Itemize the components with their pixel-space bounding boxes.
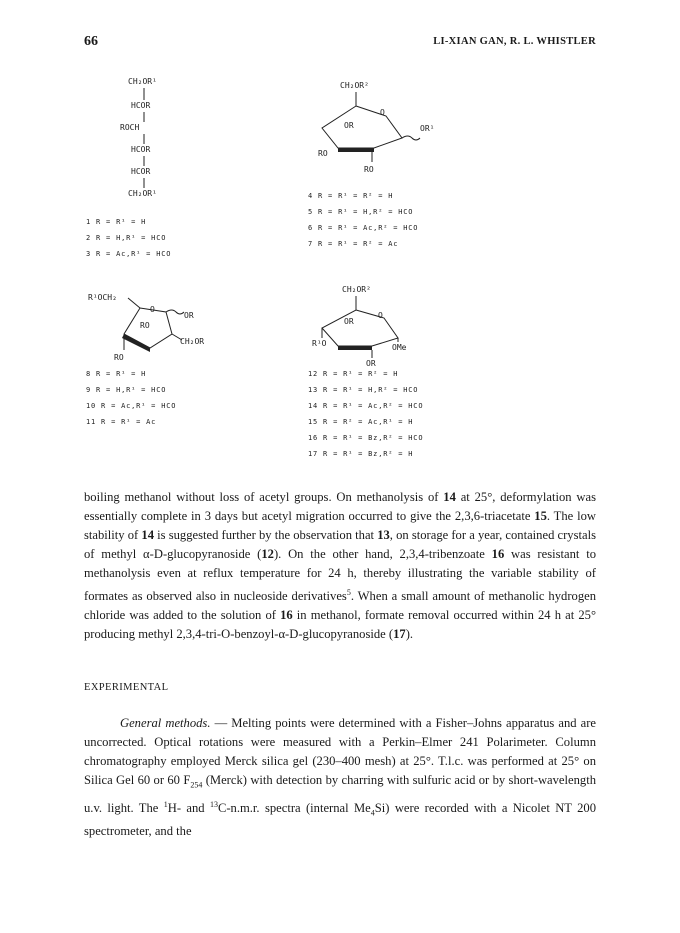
compound-ref: 14 <box>443 490 456 504</box>
text-run: (Merck) with detection by charring with sulfuric acid or by short-wavelength u.v. light. The <box>84 773 596 815</box>
text-run: at 25°, deformylation was essentially complete in 3 days but acetyl migration occurred to give the 2,3,6-triacetate <box>84 490 596 523</box>
page-number: 66 <box>84 34 98 49</box>
subscript: 4 <box>370 808 375 818</box>
atom-label: HCOR <box>131 145 151 154</box>
compound-ref: 12 <box>261 547 274 561</box>
compound-ref: 15 <box>534 509 547 523</box>
atom-label: OR <box>344 121 354 130</box>
text-run: . The low stability of <box>84 509 596 542</box>
atom-label: OR <box>344 317 354 326</box>
text-run: is suggested further by the observation that <box>153 528 378 542</box>
text-run: — <box>210 716 232 730</box>
compound-label: 3 R = Ac,R¹ = HCO <box>86 250 172 258</box>
superscript: 13 <box>209 799 218 809</box>
text-run: ). <box>405 627 414 642</box>
furanose-structure <box>88 293 204 362</box>
body-paragraph <box>84 714 596 841</box>
text-run: Si) were recorded with a Nicolet NT 200 spectrometer, and the <box>84 800 597 839</box>
atom-label: ROCH <box>120 123 140 132</box>
atom-label: HCOR <box>131 101 151 110</box>
atom-label: CH₂OR¹ <box>128 77 157 86</box>
atom-label: CH₂OR <box>180 337 205 346</box>
text-run: ). On the other hand, 2,3,4-tribenzoate <box>273 547 492 561</box>
compound-label: 10 R = Ac,R¹ = HCO <box>86 402 177 410</box>
atom-label: RO <box>140 321 150 330</box>
atom-label: RO <box>114 353 124 362</box>
atom-label: CH₂OR² <box>342 285 371 294</box>
body-paragraph <box>84 488 596 644</box>
atom-label: O <box>378 311 383 320</box>
compound-label: 15 R = R² = Ac,R¹ = H <box>308 418 414 426</box>
text-run: H- and <box>167 800 210 815</box>
compound-ref: 13 <box>377 528 390 542</box>
compound-label: 16 R = R¹ = Bz,R² = HCO <box>308 434 424 442</box>
compound-label: 8 R = R¹ = H <box>86 370 147 378</box>
compound-label: 5 R = R¹ = H,R² = HCO <box>308 208 414 216</box>
run-in-heading: General methods. <box>120 716 211 730</box>
compound-label: 6 R = R¹ = Ac,R² = HCO <box>308 224 419 232</box>
compound-ref: 14 <box>141 528 154 542</box>
atom-label: O <box>380 108 385 117</box>
text-run: boiling methanol without loss of acetyl groups. On methanolysis of <box>84 490 444 504</box>
text-run: Melting points were determined with a Fisher–Johns apparatus and are uncorrected. Optical rotations were measured with a Perkin–Elmer 241 Polarimeter. Column chromatography employed Merck silica gel (230–400 mesh) at 25°. T.l.c. was performed at 25° on Silica Gel 60 or 60 F <box>84 716 597 787</box>
atom-label: RO <box>318 149 328 158</box>
compound-label: 4 R = R¹ = R² = H <box>308 192 394 200</box>
atom-label: OR <box>366 359 376 368</box>
text-run: , on storage for a year, contained crystals of methyl α-D-glucopyranoside ( <box>84 528 596 561</box>
text-run: . When a small amount of methanolic hydrogen chloride was added to the solution of <box>84 589 597 623</box>
subscript: 254 <box>190 780 203 790</box>
compound-label: 2 R = H,R¹ = HCO <box>86 234 167 242</box>
methyl-pyranoside-structure <box>312 285 407 368</box>
compound-ref: 17 <box>393 627 406 642</box>
compound-ref: 16 <box>280 608 293 623</box>
atom-label: OR <box>184 311 194 320</box>
compound-label: 1 R = R¹ = H <box>86 218 147 226</box>
compound-label: 12 R = R¹ = R² = H <box>308 370 399 378</box>
atom-label: R¹O <box>312 339 327 348</box>
atom-label: HCOR <box>131 167 151 176</box>
compound-label: 11 R = R¹ = Ac <box>86 418 157 426</box>
superscript: 1 <box>163 799 168 809</box>
atom-label: CH₂OR¹ <box>128 189 157 198</box>
text-run: was resistant to methanolysis even at reflux temperature for 24 h, thereby illustrating the variable stability of formates as observed also in nucleoside derivatives <box>84 547 596 604</box>
reference-number: 5 <box>346 588 351 597</box>
running-head: LI-XIAN GAN, R. L. WHISTLER <box>433 36 596 47</box>
atom-label: RO <box>364 165 374 174</box>
compound-label: 9 R = H,R¹ = HCO <box>86 386 167 394</box>
atom-label: O <box>150 305 155 314</box>
atom-label: OMe <box>392 343 407 352</box>
section-heading: EXPERIMENTAL <box>84 682 169 693</box>
compound-label: 7 R = R¹ = R² = Ac <box>308 240 399 248</box>
compound-label: 13 R = R¹ = H,R² = HCO <box>308 386 419 394</box>
atom-label: R¹OCH₂ <box>88 293 117 302</box>
atom-label: OR¹ <box>420 124 435 133</box>
compound-label: 17 R = R¹ = Bz,R² = H <box>308 450 414 458</box>
text-run: in methanol, formate removal occurred within 24 h at 25° producing methyl 2,3,4-tri-O-benzoyl-α-D-glucopyranoside ( <box>84 608 596 642</box>
atom-label: CH₂OR² <box>340 81 369 90</box>
open-chain-structure <box>120 77 157 198</box>
pyranose-structure <box>318 81 434 174</box>
compound-ref: 16 <box>491 547 505 561</box>
text-run: C-n.m.r. spectra (internal Me <box>217 800 371 815</box>
compound-label: 14 R = R¹ = Ac,R² = HCO <box>308 402 424 410</box>
